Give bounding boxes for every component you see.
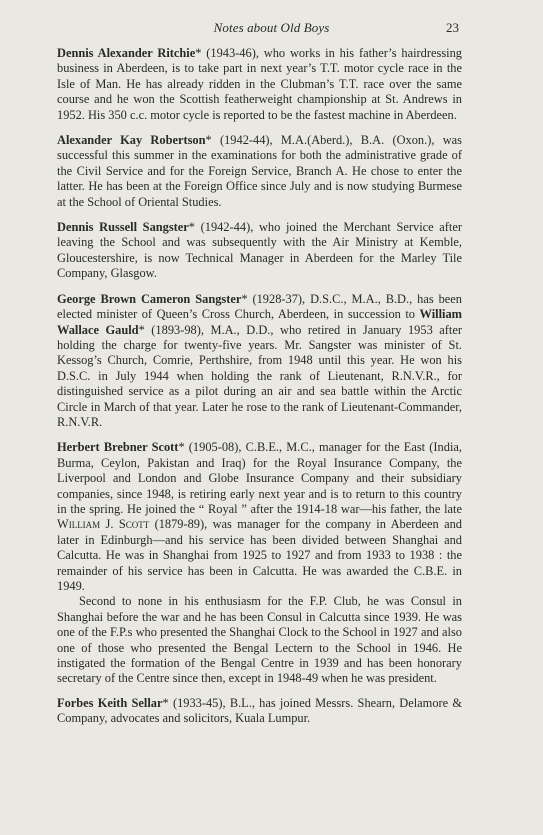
entry-text: * (1942-44), M.A.(Aberd.), B.A. (Oxon.), was successful this summer in the examinations for both the administrative grade of the Civil Service and for the Foreign Service, Branch A. He chose to enter the latter. He has been at the Foreign Office since July and is now studying Burmese at the School of Oriental Studies. — [57, 133, 462, 209]
page-body — [57, 46, 462, 737]
entry-text: * (1933-45), B.L., has joined Messrs. Shearn, Delamore & Company, advocates and solicitors, Kuala Lumpur. — [57, 695, 463, 726]
entry-name: Dennis Alexander Ritchie — [57, 46, 196, 60]
entry-name: George Brown Cameron Sangster — [57, 291, 242, 306]
entry-dennis-sangster — [57, 220, 462, 282]
entry-robertson — [57, 133, 462, 210]
entry-name-small-caps: William J. Scott — [57, 517, 150, 532]
entry-scott — [57, 440, 462, 687]
entry-name-secondary: William Wallace Gauld — [57, 307, 462, 337]
entry-text: * (1942-44), who joined the Merchant Service after leaving the School and was subsequently with the Air Ministry at Kemble, Gloucestershire, is now Technical Manager in Aberdeen for the Marley Tile Company, Glasgow. — [57, 220, 462, 281]
page-header — [0, 20, 543, 42]
running-title: Notes about Old Boys — [213, 20, 330, 35]
entry-george-sangster — [57, 292, 462, 431]
entry-paragraph: Second to none in his enthusiasm for the F.P. Club, he was Consul in Shanghai before the war and he has been Consul in Calcutta since 1939. He was one of the F.P.s who presented the Shanghai Clock to the School in 1927 and also one of those who presented the Bengal Lectern to the School in 1946. He instigated the formation of the Bengal Centre in 1939 and has been honorary secretary of the Centre since then, except in 1948-49 when he was president. — [57, 594, 462, 686]
entry-ritchie — [57, 46, 462, 123]
entry-name: Forbes Keith Sellar — [57, 695, 163, 710]
entry-text: * (1893-98), M.A., D.D., who retired in January 1953 after holding the charge for twenty-five years. Mr. Sangster was minister of St. Kessog’s Church, Comrie, Perthshire, from 1948 until this year. He won his D.S.C. in July 1944 when holding the rank of Lieutenant, R.N.V.R., for distinguished service as a pilot during an air and sea battle within the Arctic Circle in March of that year. Later he rose to the rank of Lieutenant-Commander, R.N.V.R. — [57, 322, 462, 429]
entry-name: Herbert Brebner Scott — [57, 440, 179, 455]
page-number: 23 — [446, 20, 459, 35]
entry-sellar — [57, 696, 462, 727]
entry-name: Alexander Kay Robertson — [57, 133, 206, 148]
entry-text: * (1928-37), D.S.C., M.A., B.D., has been elected minister of Queen’s Cross Church, Aberdeen, in succession to — [57, 291, 462, 322]
entry-text: * (1905-08), C.B.E., M.C., manager for the East (India, Burma, Ceylon, Pakistan and Iraq) for the Royal Insurance Company, the Liverpool and London and Globe Insurance Company and their subsidiary companies, since 1948, is retiring early next year and is to return to this country in the spring. He joined the “ Royal ” after the 1914-18 war—his father, the late — [57, 440, 462, 516]
entry-text: (1879-89), was manager for the company in Aberdeen and later in Edinburgh—and his service has been divided between Shanghai and Calcutta. He was in Shanghai from 1925 to 1927 and from 1933 to 1938 : the remainder of his service has been in Calcutta. He was awarded the C.B.E. in 1949. — [57, 517, 462, 593]
entry-name: Dennis Russell Sangster — [57, 220, 189, 235]
entry-text: * (1943-46), who works in his father’s hairdressing business in Aberdeen, is to take part in next year’s T.T. motor cycle race in the Isle of Man. He has already ridden in the Clubman’s T.T. race over the same course and he won the Scottish featherweight championship at St. Andrews in 1952. His 350 c.c. motor cycle is reported to be the fastest machine in Aberdeen. — [57, 46, 462, 122]
